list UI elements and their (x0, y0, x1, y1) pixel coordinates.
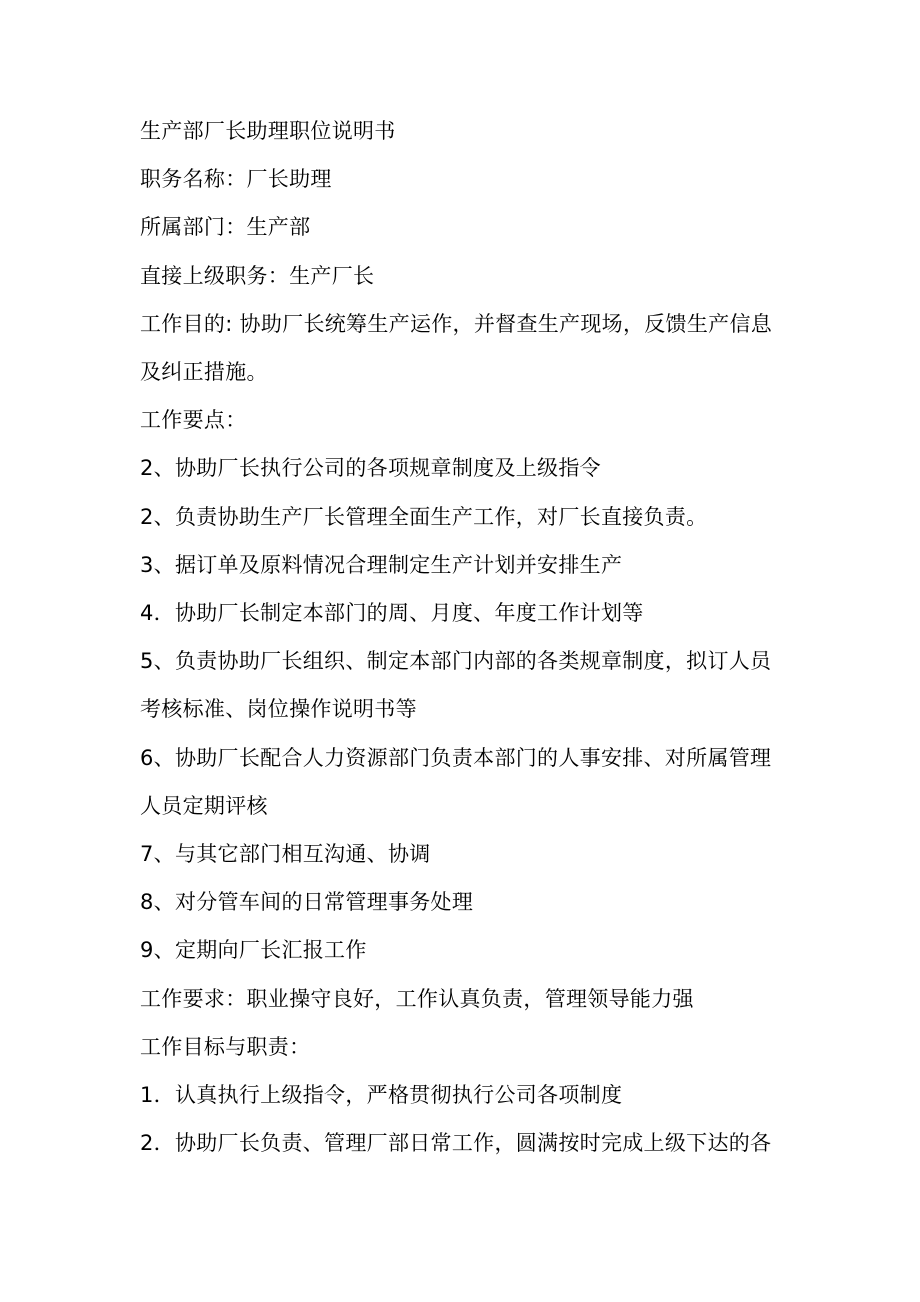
goals-heading: 工作目标与职责： (140, 1034, 311, 1059)
document-title: 生产部厂长助理职位说明书 (140, 119, 396, 143)
goal-item: 1．认真执行上级指令，严格贯彻执行公司各项制度 (140, 1083, 623, 1108)
key-point-item: 4．协助厂长制定本部门的周、月度、年度工作计划等 (140, 601, 644, 626)
document-body (140, 107, 790, 1167)
key-point-item: 3、据订单及原料情况合理制定生产计划并安排生产 (140, 552, 623, 577)
key-point-item: 2、协助厂长执行公司的各项规章制度及上级指令 (140, 456, 601, 481)
goal-item: 2．协助厂长负责、管理厂部日常工作，圆满按时完成上级下达的各 (140, 1131, 772, 1156)
requirements-line: 工作要求：职业操守良好，工作认真负责，管理领导能力强 (140, 986, 694, 1011)
job-title-line: 职务名称：厂长助理 (140, 167, 332, 192)
key-point-item: 2、负责协助生产厂长管理全面生产工作，对厂长直接负责。 (140, 504, 708, 529)
key-point-item-continued: 人员定期评核 (140, 793, 268, 818)
key-point-item: 8、对分管车间的日常管理事务处理 (140, 890, 474, 915)
purpose-line-continued: 及纠正措施。 (140, 360, 268, 385)
key-points-heading: 工作要点： (140, 408, 247, 433)
key-point-item-continued: 考核标准、岗位操作说明书等 (140, 697, 417, 722)
key-point-item: 6、协助厂长配合人力资源部门负责本部门的人事安排、对所属管理 (140, 745, 772, 770)
department-line: 所属部门：生产部 (140, 215, 311, 240)
purpose-line: 工作目的: 协助厂长统筹生产运作，并督查生产现场，反馈生产信息 (140, 311, 773, 336)
supervisor-line: 直接上级职务：生产厂长 (140, 263, 375, 288)
key-point-item: 7、与其它部门相互沟通、协调 (140, 842, 431, 867)
key-point-item: 5、负责协助厂长组织、制定本部门内部的各类规章制度，拟订人员 (140, 649, 772, 674)
key-point-item: 9、定期向厂长汇报工作 (140, 938, 367, 963)
